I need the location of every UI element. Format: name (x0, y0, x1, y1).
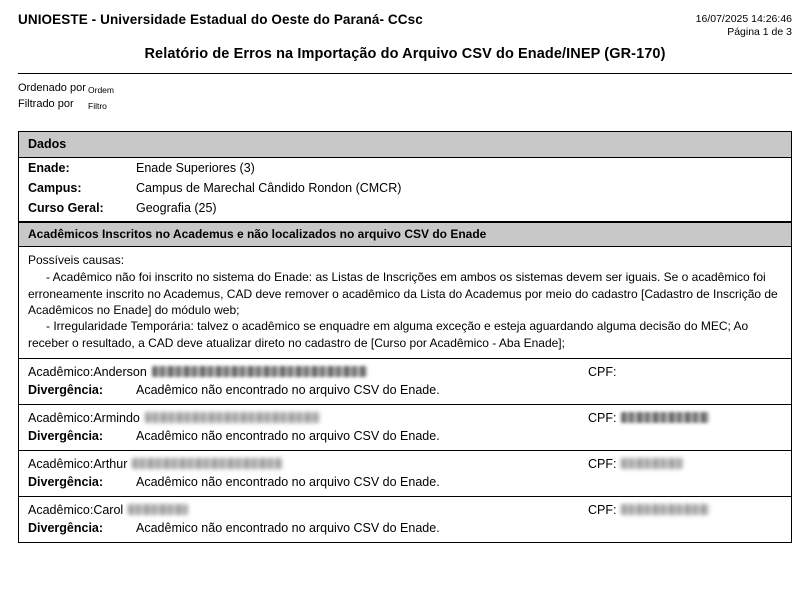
field-campus-value: Campus de Marechal Cândido Rondon (CMCR) (136, 181, 402, 196)
redaction-smudge (128, 504, 188, 515)
cpf-label: CPF: (588, 411, 617, 425)
error-section-header: Acadêmicos Inscritos no Academus e não localizados no arquivo CSV do Enade (19, 222, 791, 247)
cpf-label: CPF: (588, 503, 617, 517)
academic-name: Arthur (93, 457, 282, 471)
academic-label: Acadêmico: (28, 365, 94, 379)
redaction-smudge (145, 412, 320, 423)
redaction-smudge (621, 504, 709, 515)
record-cpf-cell (588, 411, 791, 425)
record-divergence-line (19, 519, 791, 537)
page-indicator: Página 1 de 3 (727, 26, 792, 39)
sorted-by-label: Ordenado por (18, 82, 86, 95)
field-curso-geral-value: Geografia (25) (136, 201, 217, 216)
header-divider (18, 73, 792, 74)
cpf-label: CPF: (588, 365, 617, 379)
record-divergence-line (19, 427, 791, 445)
filtered-by-value: Filtro (88, 100, 107, 111)
field-campus-label: Campus: (28, 181, 82, 196)
divergence-value: Acadêmico não encontrado no arquivo CSV do Enade. (136, 521, 440, 535)
academic-label: Acadêmico: (28, 503, 94, 517)
redaction-smudge (621, 412, 709, 423)
record-identity-line (19, 409, 791, 427)
field-curso-geral-label: Curso Geral: (28, 201, 104, 216)
divergence-label: Divergência: (28, 521, 104, 535)
field-curso-geral (19, 198, 791, 218)
field-enade-label: Enade: (28, 161, 70, 176)
academic-label: Acadêmico: (28, 457, 94, 471)
record-identity-line (19, 455, 791, 473)
divergence-label: Divergência: (28, 475, 104, 489)
possible-cause-2: - Irregularidade Temporária: talvez o acadêmico se enquadre em alguma exceção e esteja aguardando alguma decisão do MEC; Ao receber o resultado, a CAD deve atualizar direto no cadastro de [Curso por Acadêmico - Aba Enade]; (28, 319, 749, 350)
data-table (18, 131, 792, 359)
filtered-by-label: Filtrado por (18, 98, 74, 111)
field-enade-value: Enade Superiores (3) (136, 161, 255, 176)
cpf-value (616, 411, 709, 425)
divergence-value: Acadêmico não encontrado no arquivo CSV do Enade. (136, 429, 440, 443)
sorted-by-value: Ordem (88, 84, 114, 95)
data-fields (19, 158, 791, 222)
record-name-cell (28, 457, 588, 471)
record-identity-line (19, 501, 791, 519)
record-row (19, 359, 791, 405)
filtered-by-row (18, 97, 792, 113)
field-enade (19, 158, 791, 178)
divergence-value: Acadêmico não encontrado no arquivo CSV do Enade. (136, 475, 440, 489)
redaction-smudge (152, 366, 367, 377)
record-cpf-cell (588, 457, 791, 471)
cpf-label: CPF: (588, 457, 617, 471)
page-title: Relatório de Erros na Importação do Arquivo CSV do Enade/INEP (GR-170) (144, 46, 666, 63)
record-cpf-cell (588, 365, 791, 379)
cpf-value (616, 457, 683, 471)
data-section-header: Dados (19, 132, 791, 158)
divergence-value: Acadêmico não encontrado no arquivo CSV do Enade. (136, 383, 440, 397)
redaction-smudge (621, 458, 683, 469)
possible-cause-1: - Acadêmico não foi inscrito no sistema do Enade: as Listas de Inscrições em ambos os sistemas devem ser iguais. Se o acadêmico foi erroneamente inscrito no Academus, CAD deve remover o acadêmico da Lista do Academus por meio do cadastro [Cadastro de Inscrição de Acadêmicos no Enade] do módulo web; (28, 270, 778, 318)
possible-causes-block (19, 247, 791, 359)
cpf-value (616, 503, 709, 517)
record-cpf-cell (588, 503, 791, 517)
report-header (18, 0, 792, 39)
academic-label: Acadêmico: (28, 411, 94, 425)
redaction-smudge (132, 458, 282, 469)
record-name-cell (28, 411, 588, 425)
academic-name: Armindo (93, 411, 320, 425)
field-campus (19, 178, 791, 198)
possible-causes-title: Possíveis causas: (28, 253, 125, 268)
record-row (19, 405, 791, 451)
sort-filter-block (18, 81, 792, 113)
institution-title: UNIOESTE - Universidade Estadual do Oeste do Paraná- CCsc (18, 12, 423, 27)
records-list (18, 359, 792, 543)
record-divergence-line (19, 473, 791, 491)
report-datetime: 16/07/2025 14:26:46 (695, 13, 792, 25)
sorted-by-row (18, 81, 792, 97)
academic-name: Anderson (93, 365, 367, 379)
divergence-label: Divergência: (28, 429, 104, 443)
divergence-label: Divergência: (28, 383, 104, 397)
academic-name: Carol (93, 503, 188, 517)
record-row (19, 451, 791, 497)
record-row (19, 497, 791, 543)
record-name-cell (28, 503, 588, 517)
header-meta (696, 12, 792, 39)
record-divergence-line (19, 381, 791, 399)
record-identity-line (19, 363, 791, 381)
record-name-cell (28, 365, 588, 379)
